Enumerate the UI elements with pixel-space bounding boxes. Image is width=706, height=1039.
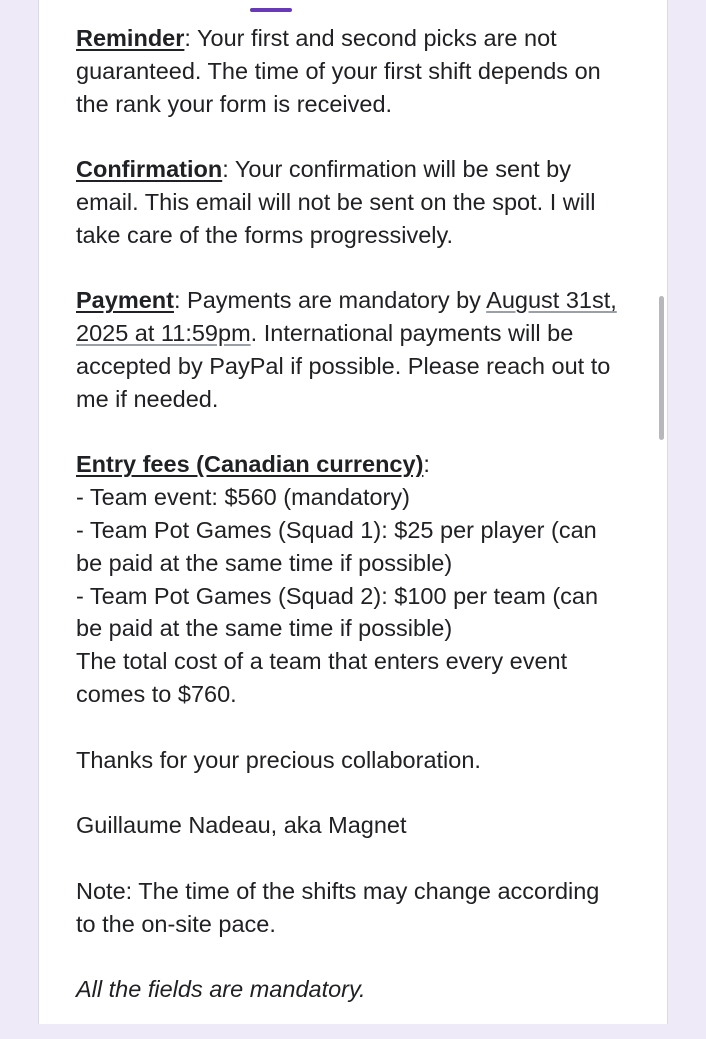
note-text-line: to the on-site pace. bbox=[76, 910, 276, 937]
payment-text-line: accepted by PayPal if possible. Please reach out to bbox=[76, 352, 611, 379]
payment-text: . International payments will be bbox=[250, 320, 574, 347]
note-text-line: Note: The time of the shifts may change according bbox=[76, 877, 600, 904]
form-accent-bar bbox=[250, 8, 292, 12]
payment-text-line: me if needed. bbox=[76, 385, 219, 412]
entry-fee-line: comes to $760. bbox=[76, 680, 237, 707]
reminder-section bbox=[76, 22, 656, 120]
entry-fees-colon: : bbox=[423, 451, 430, 478]
scrollbar[interactable] bbox=[655, 0, 667, 1024]
payment-deadline-time: 2025 at 11:59pm bbox=[76, 320, 251, 347]
reminder-text-line: guaranteed. The time of your first shift depends on bbox=[76, 57, 601, 84]
entry-fee-line: be paid at the same time if possible) bbox=[76, 615, 453, 642]
reminder-heading: Reminder bbox=[76, 25, 185, 51]
entry-fee-line: - Team Pot Games (Squad 1): $25 per player (can bbox=[76, 516, 597, 543]
payment-section bbox=[76, 284, 656, 415]
confirmation-section bbox=[76, 153, 656, 251]
reminder-text-line: the rank your form is received. bbox=[76, 90, 393, 117]
entry-fee-line: be paid at the same time if possible) bbox=[76, 549, 453, 576]
payment-text: : Payments are mandatory by bbox=[173, 287, 487, 314]
thanks-text: Thanks for your precious collaboration. bbox=[76, 746, 481, 773]
scrollbar-thumb[interactable] bbox=[659, 296, 664, 440]
entry-fee-line: - Team Pot Games (Squad 2): $100 per team (can bbox=[76, 582, 599, 609]
confirmation-text-line: take care of the forms progressively. bbox=[76, 221, 454, 248]
payment-heading: Payment bbox=[76, 287, 174, 314]
form-description bbox=[76, 22, 656, 1039]
reminder-text-line: : Your first and second picks are not bbox=[184, 25, 557, 51]
mandatory-notice: All the fields are mandatory. bbox=[76, 976, 366, 1003]
entry-fee-line: - Team event: $560 (mandatory) bbox=[76, 484, 410, 511]
entry-fee-line: The total cost of a team that enters every event bbox=[76, 648, 568, 675]
note-section bbox=[76, 875, 656, 941]
confirmation-text-line: email. This email will not be sent on the spot. I will bbox=[76, 188, 596, 215]
confirmation-heading: Confirmation bbox=[76, 156, 223, 183]
confirmation-text-line: : Your confirmation will be sent by bbox=[222, 156, 571, 183]
entry-fees-heading: Entry fees (Canadian currency) bbox=[76, 451, 424, 478]
entry-fees-section bbox=[76, 448, 656, 710]
signature-text: Guillaume Nadeau, aka Magnet bbox=[76, 812, 407, 839]
payment-deadline-date: August 31st, bbox=[486, 287, 617, 314]
form-description-card bbox=[38, 0, 668, 1024]
